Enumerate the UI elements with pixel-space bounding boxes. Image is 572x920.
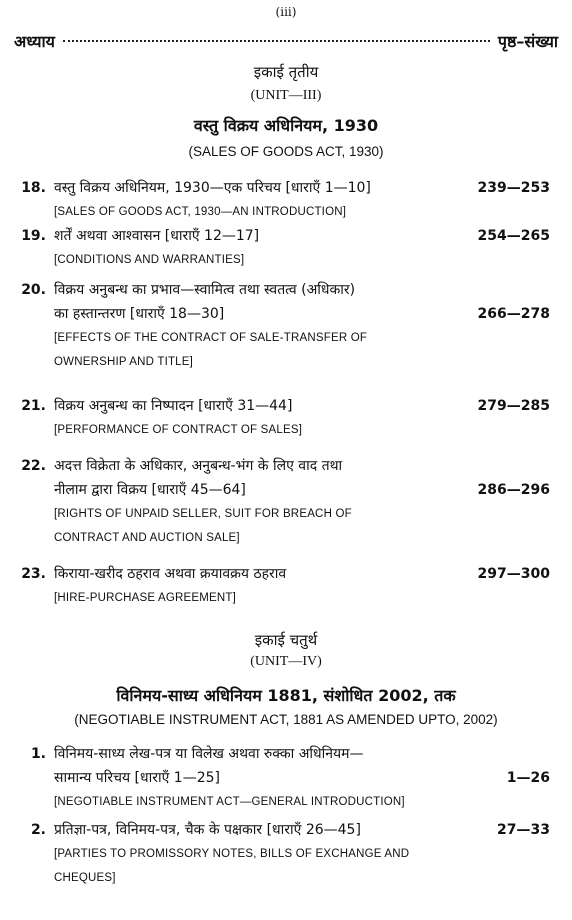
toc-entry — [14, 454, 550, 550]
entry-number: 1. — [30, 746, 46, 762]
entry-pages: 279—285 — [477, 398, 550, 414]
entry-title-hindi: शर्तें अथवा आश्वासन [धाराएँ 12—17] — [54, 228, 260, 244]
entry-title-hindi: नीलाम द्वारा विक्रय [धाराएँ 45—64] — [54, 482, 246, 498]
toc-entry — [14, 278, 550, 374]
unit4-act-hindi: विनिमय-साध्य अधिनियम 1881, संशोधित 2002, तक — [116, 686, 456, 705]
toc-entry — [14, 742, 550, 814]
unit3-title-english: (UNIT—III) — [250, 88, 322, 103]
entry-number: 2. — [30, 822, 46, 838]
entry-number: 22. — [21, 458, 46, 474]
entry-pages: 27—33 — [497, 822, 550, 838]
entry-title-english: [RIGHTS OF UNPAID SELLER, SUIT FOR BREACH OF — [54, 508, 352, 520]
entry-title-hindi: किराया-खरीद ठहराव अथवा क्रयावक्रय ठहराव — [54, 566, 287, 582]
entry-title-hindi: अदत्त विक्रेता के अधिकार, अनुबन्ध-भंग के लिए वाद तथा — [54, 458, 343, 474]
entry-title-hindi: विनिमय-साध्य लेख-पत्र या विलेख अथवा रुक्का अधिनियम— — [54, 746, 364, 762]
entry-title-english: [CONDITIONS AND WARRANTIES] — [54, 254, 245, 266]
chapter-column-label: अध्याय — [14, 32, 55, 51]
unit4-act-english: (NEGOTIABLE INSTRUMENT ACT, 1881 AS AMENDED UPTO, 2002) — [74, 712, 498, 727]
toc-entry — [14, 394, 550, 442]
entry-pages: 239—253 — [477, 180, 550, 196]
toc-entry — [14, 224, 550, 272]
entry-title-english: [HIRE-PURCHASE AGREEMENT] — [54, 592, 236, 604]
entry-title-hindi: प्रतिज्ञा-पत्र, विनिमय-पत्र, चैक के पक्षकार [धाराएँ 26—45] — [54, 822, 361, 838]
toc-entry — [14, 176, 550, 224]
unit3-title-hindi: इकाई तृतीय — [253, 63, 319, 81]
entry-title-english: CONTRACT AND AUCTION SALE] — [54, 532, 240, 544]
unit4-title-english: (UNIT—IV) — [250, 654, 322, 669]
entry-title-english: [SALES OF GOODS ACT, 1930—AN INTRODUCTION] — [54, 206, 347, 218]
entry-title-english: [PARTIES TO PROMISSORY NOTES, BILLS OF EXCHANGE AND — [54, 848, 410, 860]
entry-title-english: [PERFORMANCE OF CONTRACT OF SALES] — [54, 424, 303, 436]
entry-number: 20. — [21, 282, 46, 298]
entry-pages: 286—296 — [477, 482, 550, 498]
entry-title-english: [EFFECTS OF THE CONTRACT OF SALE-TRANSFER OF — [54, 332, 368, 344]
entry-pages: 297—300 — [477, 566, 550, 582]
entry-number: 23. — [21, 566, 46, 582]
entry-title-hindi: का हस्तान्तरण [धाराएँ 18—30] — [54, 306, 225, 322]
entry-title-hindi: वस्तु विक्रय अधिनियम, 1930—एक परिचय [धाराएँ 1—10] — [54, 180, 371, 196]
leader-dots — [63, 40, 490, 42]
entry-title-hindi: सामान्य परिचय [धाराएँ 1—25] — [54, 770, 220, 786]
unit3-act-hindi: वस्तु विक्रय अधिनियम, 1930 — [193, 116, 379, 135]
toc-entry — [14, 562, 550, 610]
entry-title-hindi: विक्रय अनुबन्ध का प्रभाव—स्वामित्व तथा स्वतत्व (अधिकार) — [54, 282, 356, 298]
toc-header — [14, 30, 558, 52]
unit3-act-english: (SALES OF GOODS ACT, 1930) — [188, 144, 384, 159]
entry-title-hindi: विक्रय अनुबन्ध का निष्पादन [धाराएँ 31—44] — [54, 398, 293, 414]
entry-number: 18. — [21, 180, 46, 196]
entry-pages: 266—278 — [477, 306, 550, 322]
entry-title-english: [NEGOTIABLE INSTRUMENT ACT—GENERAL INTRODUCTION] — [54, 796, 405, 808]
toc-entry — [14, 818, 550, 890]
entry-title-english: OWNERSHIP AND TITLE] — [54, 356, 194, 368]
page-number: (iii) — [275, 5, 297, 19]
entry-pages: 254—265 — [477, 228, 550, 244]
entry-number: 21. — [21, 398, 46, 414]
entry-title-english: CHEQUES] — [54, 872, 116, 884]
entry-number: 19. — [21, 228, 46, 244]
unit4-title-hindi: इकाई चतुर्थ — [254, 631, 318, 649]
page-column-label: पृष्ठ–संख्या — [497, 32, 558, 51]
entry-pages: 1—26 — [506, 770, 550, 786]
